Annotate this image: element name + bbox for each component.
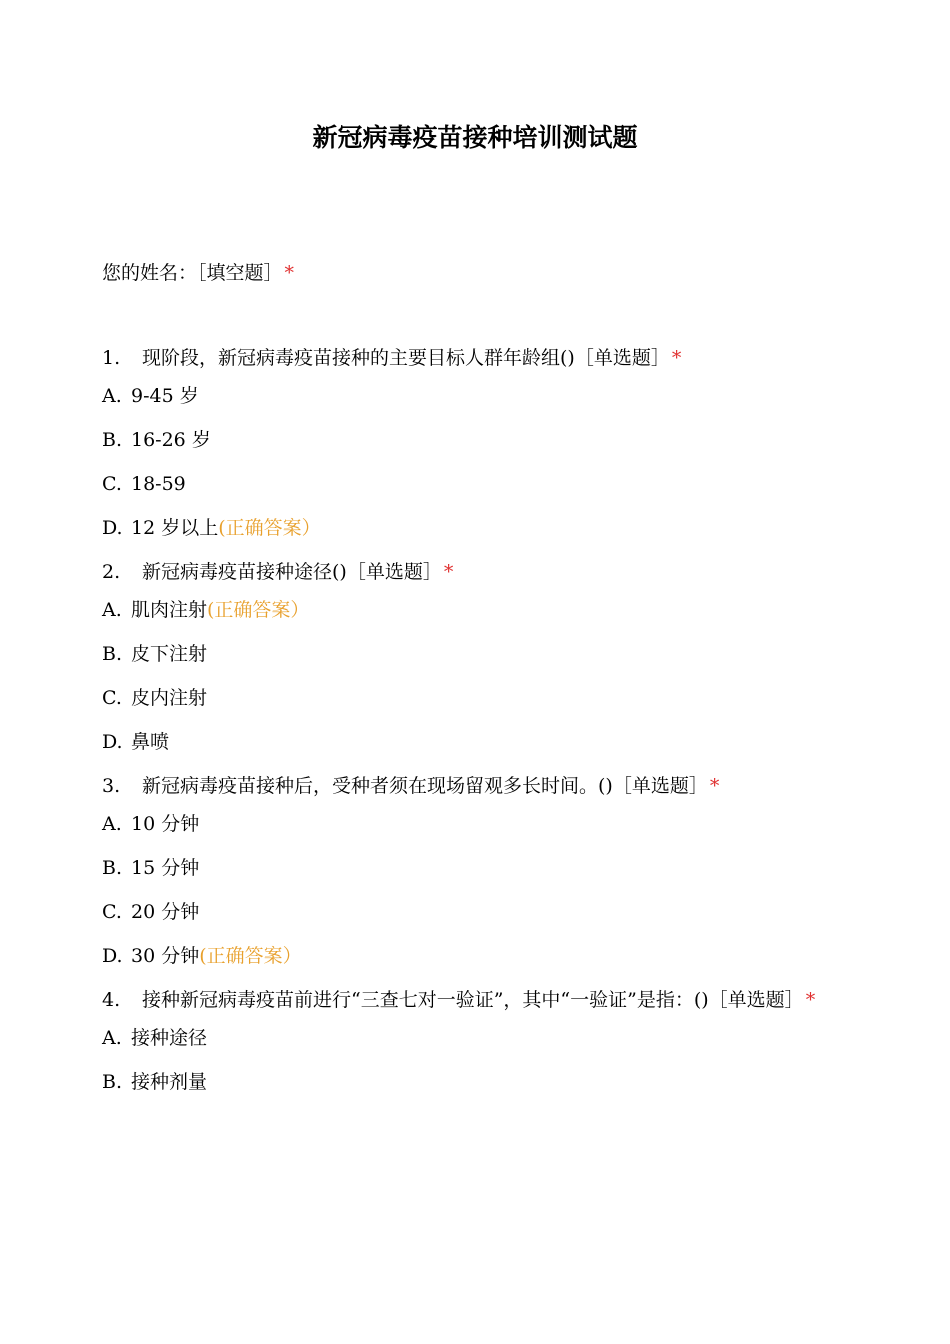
- option-letter: B.: [102, 1071, 123, 1093]
- option-letter: A.: [102, 599, 122, 621]
- option-text: 12 岁以上: [131, 517, 219, 539]
- option-letter: D.: [102, 731, 123, 753]
- option-text: 皮下注射: [131, 643, 208, 665]
- option-letter: B.: [102, 429, 123, 451]
- answer-option[interactable]: [102, 516, 842, 540]
- name-field: [102, 258, 842, 288]
- question-3: [102, 774, 842, 968]
- required-mark: *: [443, 561, 454, 583]
- option-text: 皮内注射: [131, 687, 208, 709]
- option-text: 16-26 岁: [131, 429, 211, 451]
- question-text: [102, 346, 842, 370]
- required-mark: *: [805, 989, 816, 1011]
- question-label: 接种新冠病毒疫苗前进行“三查七对一验证”，其中“一验证”是指：()［单选题］: [142, 989, 804, 1011]
- option-letter: A.: [102, 385, 122, 407]
- option-text: 10 分钟: [131, 813, 200, 835]
- option-letter: C.: [102, 473, 122, 495]
- answer-option[interactable]: [102, 812, 842, 836]
- survey-content: [102, 258, 842, 1114]
- option-text: 15 分钟: [131, 857, 200, 879]
- option-text: 20 分钟: [131, 901, 200, 923]
- option-text: 18-59: [131, 473, 186, 495]
- question-label: 新冠病毒疫苗接种后，受种者须在现场留观多长时间。()［单选题］: [142, 775, 708, 797]
- option-letter: C.: [102, 901, 122, 923]
- question-number: 4.: [102, 989, 121, 1011]
- option-letter: D.: [102, 517, 123, 539]
- question-list: [102, 346, 842, 1094]
- answer-option[interactable]: [102, 428, 842, 452]
- answer-option[interactable]: [102, 730, 842, 754]
- question-number: 2.: [102, 561, 121, 583]
- answer-option[interactable]: [102, 900, 842, 924]
- answer-option[interactable]: [102, 686, 842, 710]
- option-text: 接种途径: [131, 1027, 208, 1049]
- question-number: 1.: [102, 347, 121, 369]
- name-field-label: 您的姓名：［填空题］: [102, 262, 283, 284]
- correct-answer-label: (正确答案）: [218, 517, 321, 539]
- question-text: [102, 774, 842, 798]
- question-text: [102, 988, 842, 1012]
- question-text: [102, 560, 842, 584]
- answer-option[interactable]: [102, 472, 842, 496]
- answer-option[interactable]: [102, 856, 842, 880]
- option-letter: D.: [102, 945, 123, 967]
- required-mark: *: [709, 775, 720, 797]
- question-label: 现阶段，新冠病毒疫苗接种的主要目标人群年龄组()［单选题］: [142, 347, 670, 369]
- answer-option[interactable]: [102, 1026, 842, 1050]
- answer-option[interactable]: [102, 1070, 842, 1094]
- required-mark: *: [671, 347, 682, 369]
- option-text: 鼻喷: [131, 731, 170, 753]
- correct-answer-label: (正确答案）: [199, 945, 302, 967]
- option-letter: B.: [102, 857, 123, 879]
- page-title: 新冠病毒疫苗接种培训测试题: [312, 123, 638, 152]
- question-label: 新冠病毒疫苗接种途径()［单选题］: [142, 561, 442, 583]
- answer-option[interactable]: [102, 642, 842, 666]
- option-letter: B.: [102, 643, 123, 665]
- option-letter: A.: [102, 1027, 122, 1049]
- answer-option[interactable]: [102, 384, 842, 408]
- option-letter: C.: [102, 687, 122, 709]
- answer-option[interactable]: [102, 598, 842, 622]
- option-letter: A.: [102, 813, 122, 835]
- question-number: 3.: [102, 775, 121, 797]
- required-mark: *: [284, 262, 295, 284]
- answer-option[interactable]: [102, 944, 842, 968]
- option-text: 9-45 岁: [131, 385, 199, 407]
- correct-answer-label: (正确答案）: [207, 599, 310, 621]
- question-1: [102, 346, 842, 540]
- option-text: 接种剂量: [131, 1071, 208, 1093]
- option-text: 肌肉注射: [131, 599, 208, 621]
- option-text: 30 分钟: [131, 945, 200, 967]
- question-2: [102, 560, 842, 754]
- question-4: [102, 988, 842, 1094]
